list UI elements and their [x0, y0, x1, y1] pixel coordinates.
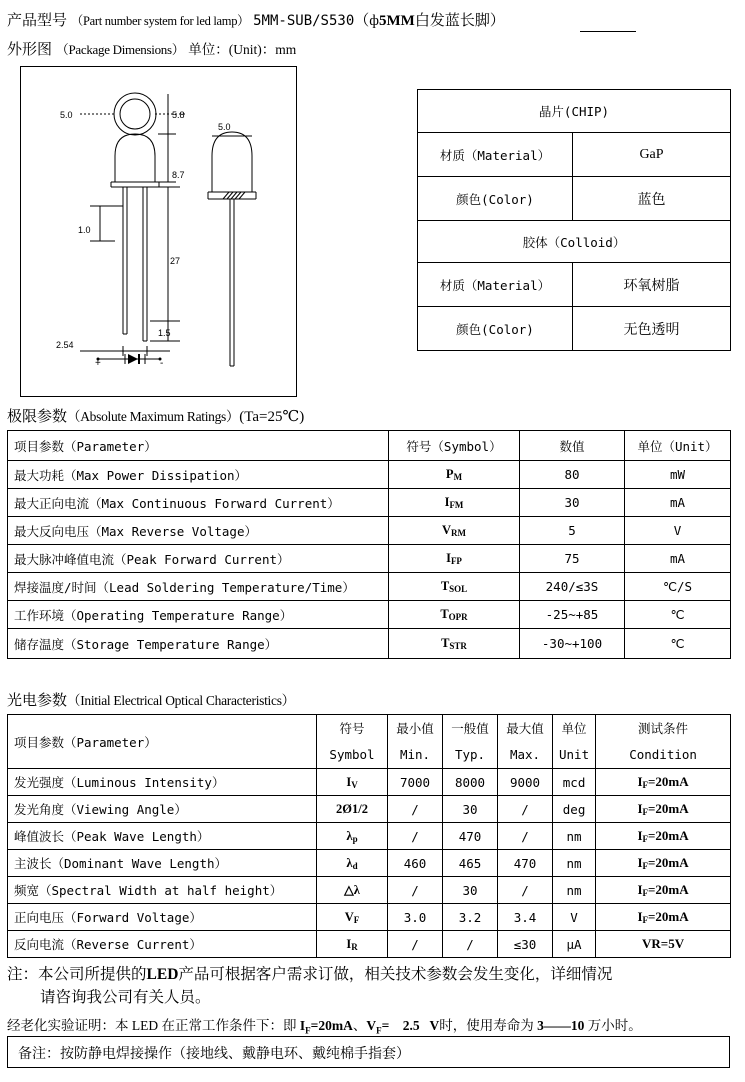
amr-symbol: $T_{OPR}$: [389, 601, 520, 629]
package-line: [7, 38, 296, 59]
amr-unit: mW: [625, 461, 731, 489]
note-1c: 产品可根据客户需求订做，相关技术参数会发生变化，详细情况: [178, 966, 613, 983]
unit-label: 单位：(Unit)：mm: [188, 42, 297, 57]
eo-typ: 465: [443, 850, 498, 877]
amr-table: [7, 430, 731, 659]
eo-condition: $I_F=20mA$: [596, 769, 731, 796]
eo-typ: 470: [443, 823, 498, 850]
eo-min: /: [388, 931, 443, 958]
eo-header-unit-cn: 单位: [561, 720, 587, 736]
eo-condition: $I_F=20mA$: [596, 850, 731, 877]
amr-param: 储存温度（Storage Temperature Range）: [8, 629, 389, 659]
eo-title: [7, 689, 295, 710]
eo-typ: 3.2: [443, 904, 498, 931]
aging-vf-sub: F: [376, 1025, 382, 1036]
eo-max: /: [498, 796, 553, 823]
eo-header-cond-cn: 测试条件: [638, 720, 689, 736]
dim-label-27: 27: [170, 256, 181, 266]
package-label: 外形图: [7, 42, 53, 58]
eo-header-param: 项目参数（Parameter）: [8, 715, 317, 769]
eo-min: /: [388, 796, 443, 823]
table-row: [8, 629, 731, 659]
eo-header-row: [8, 715, 731, 769]
amr-symbol: $I_{FP}$: [389, 545, 520, 573]
aging-sep: 、: [352, 1018, 367, 1033]
table-row: [418, 133, 731, 177]
table-row: [8, 931, 731, 958]
chip-table: [417, 89, 731, 351]
eo-min: 460: [388, 850, 443, 877]
eo-title-en: （Initial Electrical Optical Characteristics）: [67, 693, 295, 708]
dim-label-5-8: 5.8: [172, 110, 185, 120]
eo-min: /: [388, 823, 443, 850]
eo-symbol: △λ: [317, 877, 388, 904]
eo-param: 发光强度（Luminous Intensity）: [8, 769, 317, 796]
table-row: [8, 573, 731, 601]
eo-max: 9000: [498, 769, 553, 796]
eo-max: 470: [498, 850, 553, 877]
eo-unit: deg: [553, 796, 596, 823]
table-row: [8, 517, 731, 545]
diode-symbol: [128, 354, 138, 364]
amr-value: 80: [520, 461, 625, 489]
model-underline: [580, 31, 636, 32]
note-1: [7, 962, 612, 984]
amr-title-cond: (Ta=25℃): [239, 409, 305, 425]
amr-unit: mA: [625, 489, 731, 517]
table-row: [8, 904, 731, 931]
eo-symbol: $\lambda_d$: [317, 850, 388, 877]
note-1-line2: 请咨询我公司有关人员。: [40, 989, 211, 1006]
eo-header-cond-en: Condition: [629, 746, 697, 762]
eo-symbol: $I_V$: [317, 769, 388, 796]
eo-symbol: $\lambda_p$: [317, 823, 388, 850]
model-desc-rest: 白发蓝长脚）: [414, 13, 505, 29]
amr-param: 工作环境（Operating Temperature Range）: [8, 601, 389, 629]
table-row: [418, 263, 731, 307]
chip-material-label: 材质（Material）: [418, 133, 573, 177]
remark-text: 备注：按防静电焊接操作（接地线、戴静电环、戴纯棉手指套）: [18, 1047, 410, 1062]
amr-header-row: [8, 431, 731, 461]
model-label: 产品型号: [7, 13, 68, 29]
aging-vf-rest: = 2.5 V: [381, 1018, 440, 1033]
eo-header-typ: [443, 715, 498, 769]
model-desc-open: （ф: [354, 13, 380, 29]
colloid-color-value: 无色透明: [573, 307, 731, 351]
eo-header-typ-en: Typ.: [454, 746, 486, 762]
eo-condition: VR=5V: [596, 931, 731, 958]
eo-min: /: [388, 877, 443, 904]
note-1a: 注：本公司所提供的: [7, 966, 147, 983]
table-row: [8, 796, 731, 823]
colloid-color-label: 颜色(Color): [418, 307, 573, 351]
amr-header-unit: 单位（Unit）: [625, 431, 731, 461]
eo-max: ≤30: [498, 931, 553, 958]
aging-if-sub: F: [305, 1025, 311, 1036]
chip-material-value: GaP: [573, 133, 731, 177]
eo-unit: mcd: [553, 769, 596, 796]
eo-min: 7000: [388, 769, 443, 796]
eo-max: 3.4: [498, 904, 553, 931]
amr-value: -30~+100: [520, 629, 625, 659]
chip-header: 晶片(CHIP): [418, 90, 731, 133]
eo-condition: $I_F=20mA$: [596, 877, 731, 904]
table-row: [8, 601, 731, 629]
dim-label-1-5: 1.5: [158, 328, 171, 338]
amr-unit: V: [625, 517, 731, 545]
eo-symbol: $V_F$: [317, 904, 388, 931]
table-row: [8, 489, 731, 517]
eo-table: [7, 714, 731, 958]
model-line: [7, 9, 505, 30]
table-row: [8, 850, 731, 877]
table-row: [8, 545, 731, 573]
table-row: [8, 461, 731, 489]
eo-header-cond: [596, 715, 731, 769]
eo-condition: $I_F=20mA$: [596, 904, 731, 931]
eo-unit: nm: [553, 877, 596, 904]
eo-param: 发光角度（Viewing Angle）: [8, 796, 317, 823]
eo-header-unit-en: Unit: [559, 746, 590, 762]
aging-if: I: [299, 1018, 306, 1033]
amr-title-cn: 极限参数: [7, 409, 68, 425]
eo-header-unit: [553, 715, 596, 769]
eo-max: /: [498, 877, 553, 904]
aging-if-rest: =20mA: [310, 1018, 353, 1033]
eo-param: 频宽（Spectral Width at half height）: [8, 877, 317, 904]
amr-value: 240/≤3S: [520, 573, 625, 601]
eo-header-symbol-en: Symbol: [329, 746, 375, 762]
amr-param: 焊接温度/时间（Lead Soldering Temperature/Time）: [8, 573, 389, 601]
colloid-material-label: 材质（Material）: [418, 263, 573, 307]
dim-label-2-54: 2.54: [56, 340, 74, 350]
table-row: [8, 823, 731, 850]
eo-condition: $I_F=20mA$: [596, 796, 731, 823]
amr-value: 75: [520, 545, 625, 573]
eo-header-max-cn: 最大值: [506, 720, 544, 736]
amr-symbol: $I_{FM}$: [389, 489, 520, 517]
eo-param: 反向电流（Reverse Current）: [8, 931, 317, 958]
amr-unit: ℃: [625, 629, 731, 659]
eo-unit: nm: [553, 823, 596, 850]
eo-header-max-en: Max.: [509, 746, 541, 762]
eo-symbol: 2Ø1/2: [317, 796, 388, 823]
eo-title-cn: 光电参数: [7, 693, 68, 709]
eo-unit: V: [553, 904, 596, 931]
note-1b: LED: [146, 966, 179, 983]
amr-title-en: （Absolute Maximum Ratings）: [67, 409, 240, 424]
eo-typ: 30: [443, 877, 498, 904]
aging-note: [7, 1014, 642, 1036]
amr-symbol: $P_M$: [389, 461, 520, 489]
amr-header-symbol: 符号（Symbol）: [389, 431, 520, 461]
eo-max: /: [498, 823, 553, 850]
svg-text:+: +: [95, 358, 101, 369]
amr-unit: ℃/S: [625, 573, 731, 601]
amr-param: 最大脉冲峰值电流（Peak Forward Current）: [8, 545, 389, 573]
eo-symbol: $I_R$: [317, 931, 388, 958]
aging-a: 经老化实验证明：本 LED 在正常工作条件下：即: [7, 1018, 300, 1033]
led-body: [115, 134, 155, 182]
amr-param: 最大反向电压（Max Reverse Voltage）: [8, 517, 389, 545]
table-row: [418, 177, 731, 221]
amr-value: 5: [520, 517, 625, 545]
amr-param: 最大功耗（Max Power Dissipation）: [8, 461, 389, 489]
eo-header-min: [388, 715, 443, 769]
eo-min: 3.0: [388, 904, 443, 931]
amr-header-value: 数值: [520, 431, 625, 461]
amr-value: 30: [520, 489, 625, 517]
colloid-material-value: 环氧树脂: [573, 263, 731, 307]
eo-param: 正向电压（Forward Voltage）: [8, 904, 317, 931]
table-row: [8, 877, 731, 904]
amr-symbol: $V_{RM}$: [389, 517, 520, 545]
dim-label-8-7: 8.7: [172, 170, 185, 180]
amr-value: -25~+85: [520, 601, 625, 629]
eo-condition: $I_F=20mA$: [596, 823, 731, 850]
eo-param: 主波长（Dominant Wave Length）: [8, 850, 317, 877]
eo-param: 峰值波长（Peak Wave Length）: [8, 823, 317, 850]
eo-typ: 8000: [443, 769, 498, 796]
amr-symbol: $T_{STR}$: [389, 629, 520, 659]
package-label-en: （Package Dimensions）: [55, 42, 185, 57]
amr-header-param: 项目参数（Parameter）: [8, 431, 389, 461]
svg-text:-: -: [160, 358, 164, 369]
dim-label-5-0b: 5.0: [218, 122, 231, 132]
aging-vf: V: [366, 1018, 377, 1033]
amr-unit: mA: [625, 545, 731, 573]
eo-typ: 30: [443, 796, 498, 823]
model-code: 5MM-SUB/S530: [253, 13, 355, 29]
eo-header-symbol: [317, 715, 388, 769]
amr-param: 最大正向电流（Max Continuous Forward Current）: [8, 489, 389, 517]
aging-c: 万小时。: [584, 1018, 642, 1033]
eo-unit: μA: [553, 931, 596, 958]
amr-symbol: $T_{SOL}$: [389, 573, 520, 601]
model-desc-bold: 5MM: [379, 13, 415, 29]
amr-unit: ℃: [625, 601, 731, 629]
eo-header-typ-cn: 一般值: [451, 720, 489, 736]
colloid-header: 胶体（Colloid）: [418, 221, 731, 263]
package-drawing: [20, 66, 298, 398]
eo-typ: /: [443, 931, 498, 958]
chip-color-label: 颜色(Color): [418, 177, 573, 221]
eo-header-max: [498, 715, 553, 769]
model-label-en: （Part number system for led lamp）: [70, 14, 250, 28]
table-row: [8, 769, 731, 796]
table-row: [418, 307, 731, 351]
remark-box: [7, 1036, 730, 1068]
chip-color-value: 蓝色: [573, 177, 731, 221]
amr-title: [7, 405, 304, 426]
eo-header-symbol-cn: 符号: [339, 720, 365, 736]
aging-b: 时，使用寿命为: [439, 1018, 538, 1033]
dim-label-5-0a: 5.0: [60, 110, 73, 120]
aging-life: 3——10: [537, 1018, 585, 1033]
eo-header-min-cn: 最小值: [396, 720, 434, 736]
eo-unit: nm: [553, 850, 596, 877]
side-view-body: [212, 132, 252, 192]
eo-header-min-en: Min.: [399, 746, 431, 762]
dim-label-1-0: 1.0: [78, 225, 91, 235]
